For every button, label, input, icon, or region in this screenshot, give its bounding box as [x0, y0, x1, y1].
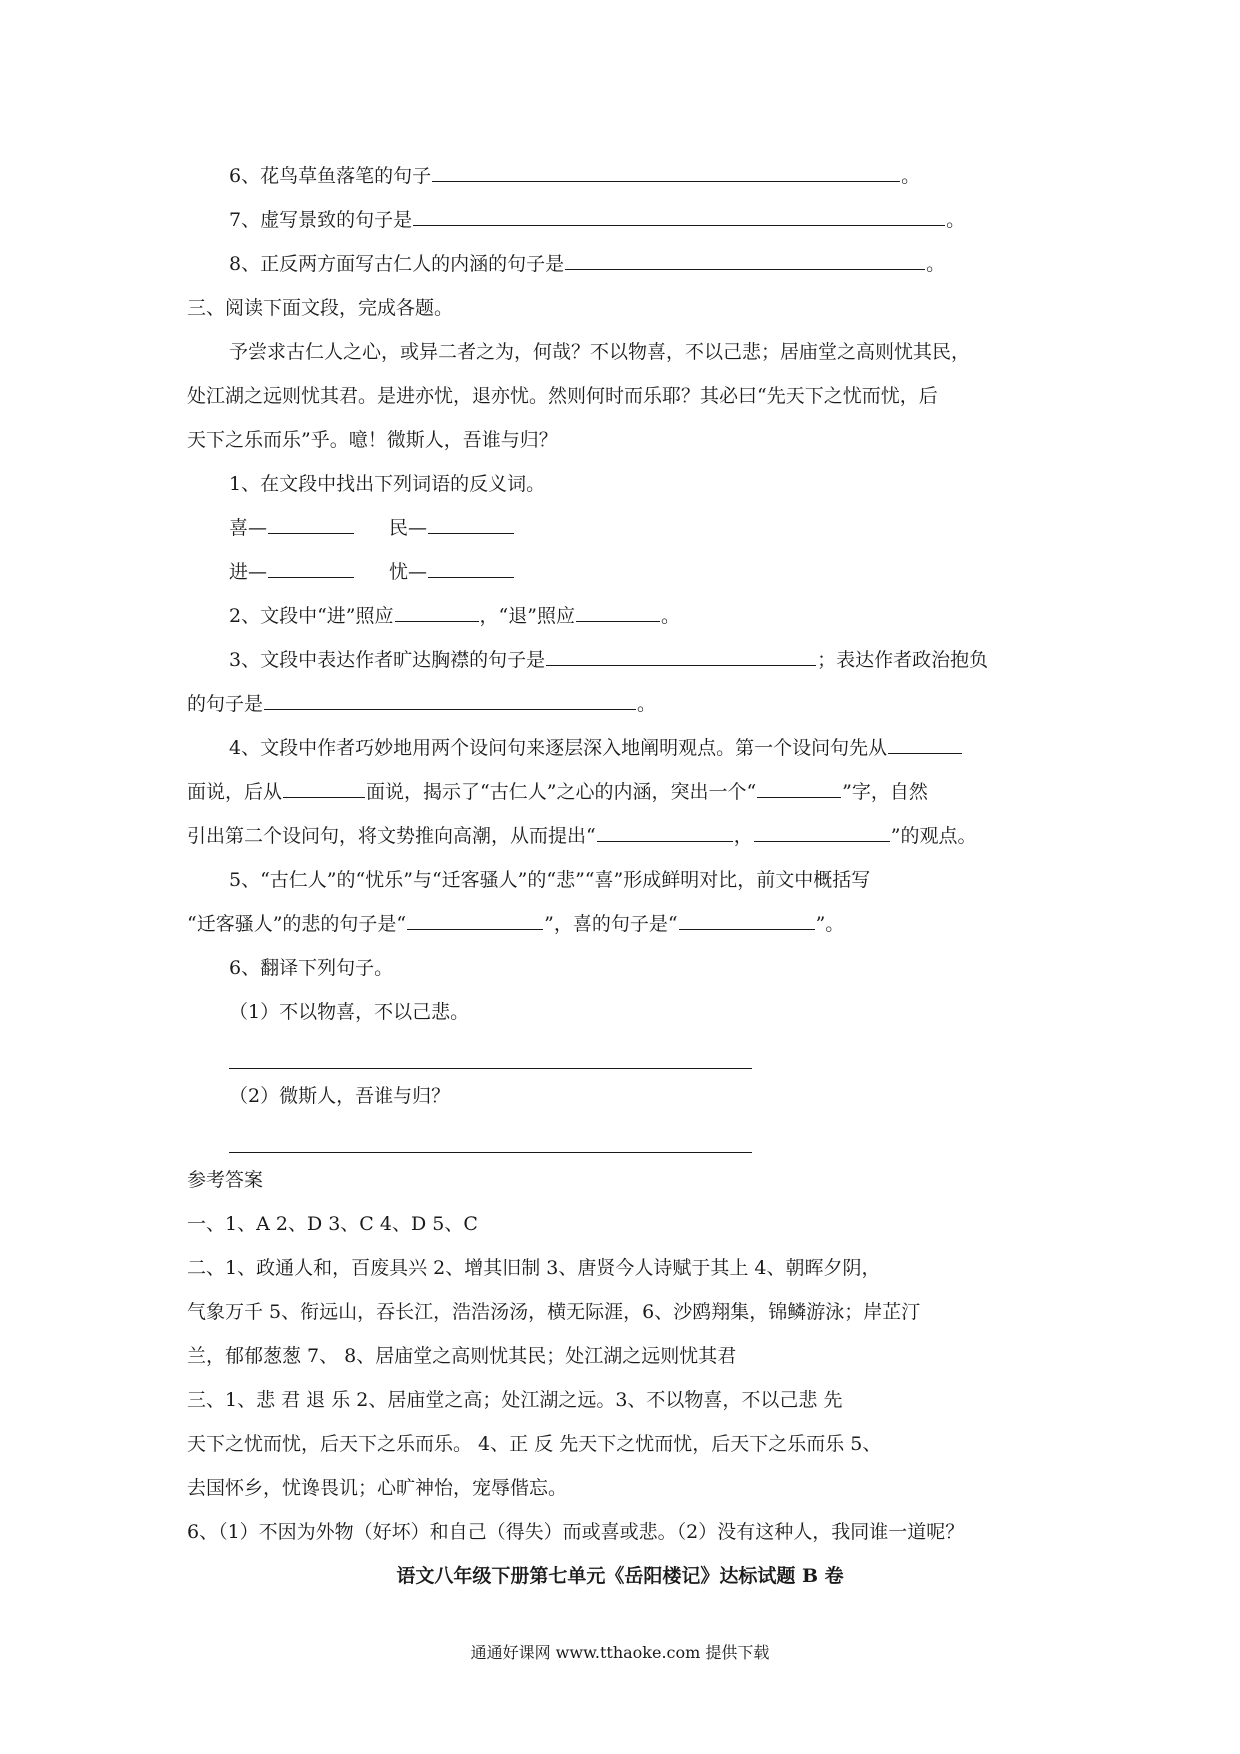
q3-4-text: 引出第二个设问句，将文势推向高潮，从而提出“	[187, 825, 596, 847]
antonym-label: 进—	[229, 561, 268, 583]
q3-4-text: 面说，揭示了“古仁人”之心的内涵，突出一个“	[366, 781, 757, 803]
answer-blank[interactable]	[754, 823, 890, 842]
answer-blank[interactable]	[268, 515, 354, 534]
answer-line-text: 二、1、政通人和，百废具兴 2、增其旧制 3、唐贤今人诗赋于其上 4、朝晖夕阴，	[187, 1257, 881, 1279]
passage-line: 处江湖之远则忧其君。是进亦忧，退亦忧。然则何时而乐耶？其必曰“先天下之忧而忧，后	[187, 385, 938, 407]
q3-4-text: ，	[733, 825, 753, 847]
answer-blank[interactable]	[407, 911, 543, 930]
q2-6-end: 。	[901, 165, 921, 187]
q2-7-line	[229, 207, 965, 233]
answer-line-text: 6、（1）不因为外物（好坏）和自己（得失）而或喜或悲。（2）没有这种人，我同谁一道呢？	[187, 1521, 965, 1543]
q3-4-line	[229, 735, 963, 761]
answer-line-text: 一、1、A 2、D 3、C 4、D 5、C	[187, 1213, 478, 1235]
q3-1-prompt: 1、在文段中找出下列词语的反义词。	[229, 473, 546, 495]
q3-3-text: 。	[637, 693, 657, 715]
answer-line-text: 天下之忧而忧，后天下之乐而乐。 4、正 反 先天下之忧而忧，后天下之乐而乐 5、	[187, 1433, 882, 1455]
q3-2-text: 。	[660, 605, 680, 627]
q3-5-text: ”。	[815, 913, 845, 935]
q3-5-text: ”，喜的句子是“	[544, 913, 678, 935]
answer-blank[interactable]	[428, 559, 514, 578]
answer-blank[interactable]	[546, 647, 816, 666]
answer-blank[interactable]	[432, 163, 900, 182]
answer-blank[interactable]	[283, 779, 365, 798]
q3-5-line2	[187, 911, 844, 937]
q2-8-line	[229, 251, 945, 277]
answer-blank[interactable]	[679, 911, 815, 930]
q3-3-text: 的句子是	[187, 693, 264, 715]
answer-line-text: 气象万千 5、衔远山，吞长江，浩浩汤汤，横无际涯，6、沙鸥翔集，锦鳞游泳；岸芷汀	[187, 1301, 921, 1323]
q2-8-text: 8、正反两方面写古仁人的内涵的句子是	[229, 253, 565, 275]
answer-blank[interactable]	[264, 691, 636, 710]
q3-2-text: ，“退”照应	[479, 605, 575, 627]
antonym-label: 忧—	[389, 561, 428, 583]
q2-6-text: 6、花鸟草鱼落笔的句子	[229, 165, 432, 187]
q3-6-sentence-1: （1）不以物喜，不以己悲。	[229, 1001, 470, 1023]
q3-5-text: “迁客骚人”的悲的句子是“	[187, 913, 407, 935]
section3-heading: 三、阅读下面文段，完成各题。	[187, 297, 454, 319]
q3-4-text: ”的观点。	[890, 825, 977, 847]
q3-3-text: 3、文段中表达作者旷达胸襟的句子是	[229, 649, 546, 671]
answer-line-text: 去国怀乡，忧谗畏讥；心旷神怡，宠辱偕忘。	[187, 1477, 568, 1499]
answer-line-text: 三、1、悲 君 退 乐 2、居庙堂之高；处江湖之远。3、不以物喜，不以己悲 先	[187, 1389, 843, 1411]
passage-line: 予尝求古仁人之心，或异二者之为，何哉？不以物喜，不以己悲；居庙堂之高则忧其民，	[229, 341, 971, 363]
q3-4-text: 面说，后从	[187, 781, 283, 803]
q3-4-line3	[187, 823, 976, 849]
answer-blank[interactable]	[413, 207, 945, 226]
q3-2-text: 2、文段中“进”照应	[229, 605, 394, 627]
q2-6-line	[229, 163, 920, 189]
q2-8-end: 。	[926, 253, 946, 275]
page-footer: 通通好课网 www.tthaoke.com 提供下载	[470, 1643, 770, 1662]
answer-blank[interactable]	[757, 779, 841, 798]
answer-blank[interactable]	[565, 251, 925, 270]
document-title: 语文八年级下册第七单元《岳阳楼记》达标试题 B 卷	[396, 1565, 844, 1587]
q3-6-prompt: 6、翻译下列句子。	[229, 957, 394, 979]
answer-blank[interactable]	[395, 603, 479, 622]
answer-blank[interactable]	[576, 603, 660, 622]
q3-3-line	[229, 647, 988, 673]
answer-blank[interactable]	[597, 823, 733, 842]
answer-blank[interactable]	[888, 735, 962, 754]
q3-4-text: 4、文段中作者巧妙地用两个设问句来逐层深入地阐明观点。第一个设问句先从	[229, 737, 888, 759]
q3-1-row1	[229, 515, 515, 541]
q3-4-line2	[187, 779, 928, 805]
antonym-label: 喜—	[229, 517, 268, 539]
antonym-label: 民—	[389, 517, 428, 539]
answer-line-text: 兰，郁郁葱葱 7、 8、居庙堂之高则忧其民；处江湖之远则忧其君	[187, 1345, 737, 1367]
answers-heading: 参考答案	[187, 1169, 264, 1191]
q2-7-text: 7、虚写景致的句子是	[229, 209, 413, 231]
q3-4-text: ”字，自然	[842, 781, 928, 803]
answer-blank[interactable]	[268, 559, 354, 578]
q3-3-line2	[187, 691, 656, 717]
passage-line: 天下之乐而乐”乎。噫！微斯人，吾谁与归？	[187, 429, 558, 451]
q3-2-line	[229, 603, 680, 629]
q3-3-text: ；表达作者政治抱负	[817, 649, 989, 671]
answer-line[interactable]	[229, 1068, 752, 1069]
answer-line[interactable]	[229, 1152, 752, 1153]
q3-6-sentence-2: （2）微斯人，吾谁与归？	[229, 1085, 451, 1107]
q3-5-line: 5、“古仁人”的“忧乐”与“迁客骚人”的“悲”“喜”形成鲜明对比，前文中概括写	[229, 869, 871, 891]
q2-7-end: 。	[946, 209, 966, 231]
answer-blank[interactable]	[428, 515, 514, 534]
q3-1-row2	[229, 559, 515, 585]
